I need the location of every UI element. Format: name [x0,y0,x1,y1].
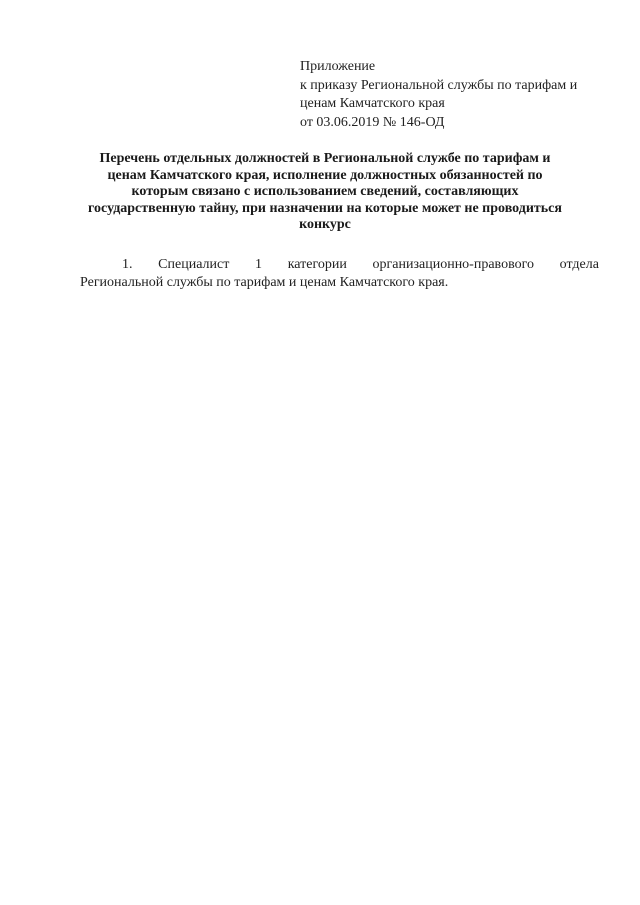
list-item-word: отдела [559,257,599,272]
list-item-word: Специалист [158,257,230,272]
list-item-number: 1. [122,257,133,272]
list-item-continuation: Региональной службы по тарифам и ценам Камчатского края. [80,275,449,290]
appendix-order-date: от 03.06.2019 № 146-ОД [300,114,445,130]
appendix-block [300,58,620,132]
appendix-order-ref-cont: ценам Камчатского края [300,96,445,111]
list-item [80,256,599,292]
title-line: конкурс [299,217,351,232]
title-line: ценам Камчатского края, исполнение должностных обязанностей по [107,167,543,183]
title-line: которым связано с использованием сведений, составляющих [131,184,519,199]
list-item-word: 1 [255,257,263,272]
appendix-label: Приложение [300,59,376,74]
appendix-order-ref: к приказу Региональной службы по тарифам и [300,77,578,93]
title-line: Перечень отдельных должностей в Региональной службе по тарифам и [99,151,551,166]
list-item-word: организационно-правового [372,257,534,272]
document-title [70,151,580,234]
list-item-first-line [80,256,599,274]
title-line: государственную тайну, при назначении на которые может не проводиться [88,200,562,216]
list-item-word: категории [287,257,347,272]
